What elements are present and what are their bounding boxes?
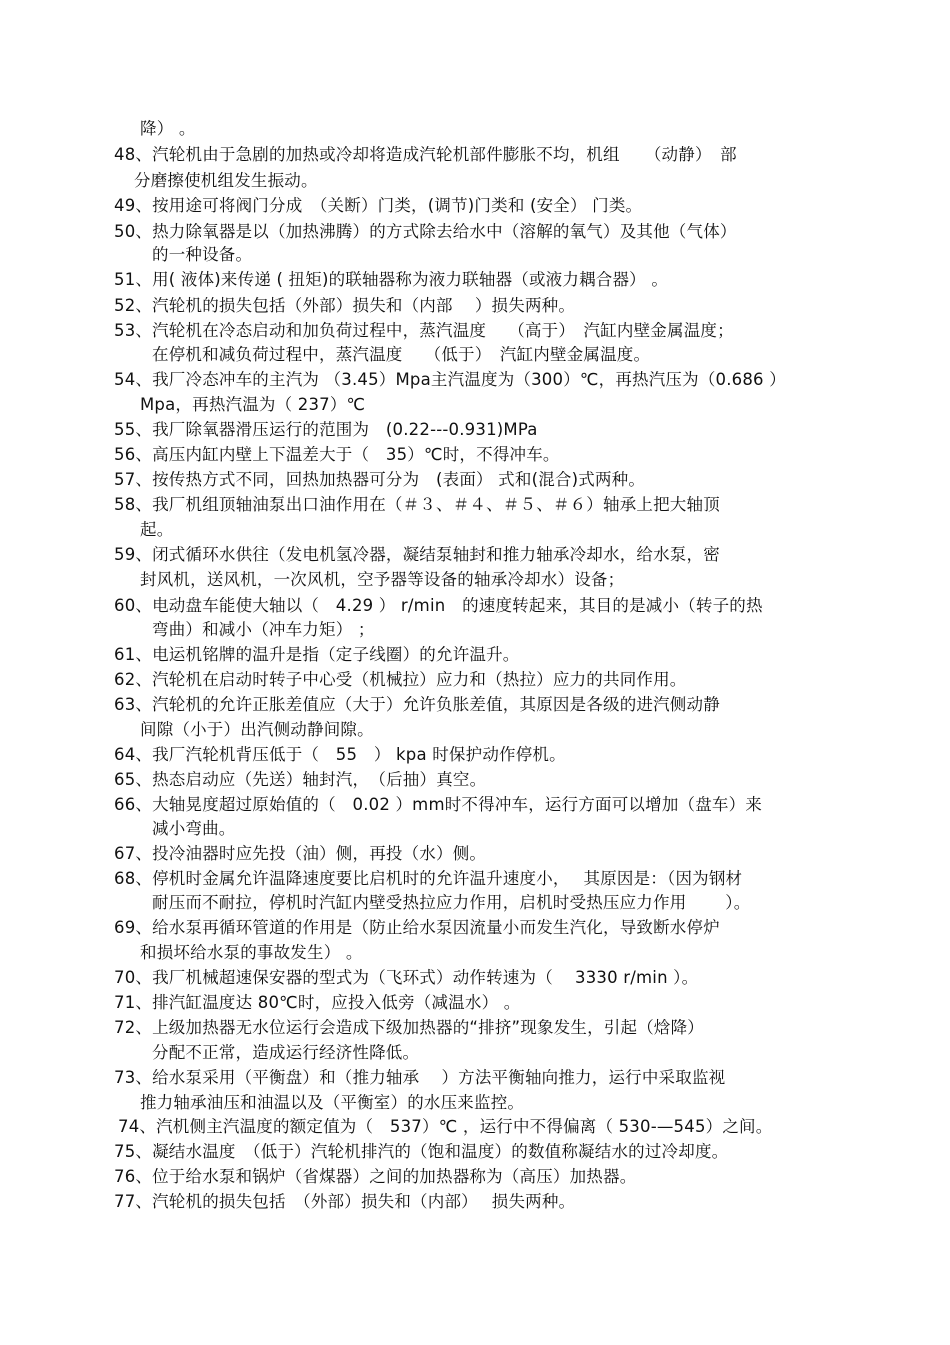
text-line: 54、我厂冷态冲车的主汽为 （3.45）Mpa主汽温度为（300）℃，再热汽压为（0.686 ） <box>114 370 786 389</box>
text-line: 64、我厂汽轮机背压低于（ 55 ） kpa 时保护动作停机。 <box>114 745 566 764</box>
text-line: 50、热力除氧器是以（加热沸腾）的方式除去给水中（溶解的氧气）及其他（气体） <box>114 222 737 241</box>
text-line: 60、电动盘车能使大轴以（ 4.29 ） r/min 的速度转起来，其目的是减小（转子的热 <box>114 596 763 615</box>
text-line: 77、汽轮机的损失包括 （外部）损失和（内部） 损失两种。 <box>114 1192 576 1211</box>
text-line: 和损坏给水泵的事故发生） 。 <box>140 943 363 962</box>
text-line: 59、闭式循环水供往（发电机氢冷器，凝结泵轴封和推力轴承冷却水，给水泵，密 <box>114 545 720 564</box>
text-line: 推力轴承油压和油温以及（平衡室）的水压来监控。 <box>140 1093 525 1112</box>
text-line: 71、排汽缸温度达 80℃时，应投入低旁（减温水） 。 <box>114 993 521 1012</box>
text-line: 53、汽轮机在冷态启动和加负荷过程中，蒸汽温度 （高于） 汽缸内壁金属温度； <box>114 321 734 340</box>
text-line: 75、凝结水温度 （低于）汽轮机排汽的（饱和温度）的数值称凝结水的过冷却度。 <box>114 1142 729 1161</box>
text-line: 58、我厂机组顶轴油泵出口油作用在（＃３、＃４、＃５、＃６）轴承上把大轴顶 <box>114 495 720 514</box>
text-line: 69、给水泵再循环管道的作用是（防止给水泵因流量小而发生汽化，导致断水停炉 <box>114 918 720 937</box>
text-line: 分配不正常，造成运行经济性降低。 <box>152 1043 420 1062</box>
text-line: 70、我厂机械超速保安器的型式为（飞环式）动作转速为（ 3330 r/min ）。 <box>114 968 699 987</box>
text-line: 56、高压内缸内壁上下温差大于（ 35）℃时，不得冲车。 <box>114 445 560 464</box>
text-line: 65、热态启动应（先送）轴封汽， （后抽）真空。 <box>114 770 487 789</box>
text-line: 减小弯曲。 <box>152 819 236 838</box>
text-line: 在停机和减负荷过程中，蒸汽温度 （低于） 汽缸内壁金属温度。 <box>152 345 651 364</box>
text-line: 55、我厂除氧器滑压运行的范围为 (0.22---0.931)MPa <box>114 420 538 439</box>
text-line: 52、汽轮机的损失包括（外部）损失和（内部 ）损失两种。 <box>114 296 576 315</box>
text-line: 66、大轴晃度超过原始值的（ 0.02 ）mm时不得冲车，运行方面可以增加（盘车）来 <box>114 795 763 814</box>
text-line: 62、汽轮机在启动时转子中心受（机械拉）应力和（热拉）应力的共同作用。 <box>114 670 687 689</box>
text-line: 63、汽轮机的允许正胀差值应（大于）允许负胀差值，其原因是各级的进汽侧动静 <box>114 695 720 714</box>
text-line: 76、位于给水泵和锅炉（省煤器）之间的加热器称为（高压）加热器。 <box>114 1167 637 1186</box>
text-line: 68、停机时金属允许温降速度要比启机时的允许温升速度小， 其原因是：（因为钢材 <box>114 869 743 888</box>
text-line: 封风机，送风机，一次风机，空予器等设备的轴承冷却水）设备； <box>140 570 625 589</box>
text-line: 弯曲）和减小（冲车力矩） ； <box>152 620 375 639</box>
text-line: 降） 。 <box>140 119 196 138</box>
text-line: 49、按用途可将阀门分成 （关断）门类，(调节)门类和 (安全） 门类。 <box>114 196 643 215</box>
text-line: 48、汽轮机由于急剧的加热或冷却将造成汽轮机部件膨胀不均，机组 （动静） 部 <box>114 145 737 164</box>
text-line: 起。 <box>140 520 174 539</box>
text-line: 的一种设备。 <box>152 245 253 264</box>
text-line: 57、按传热方式不同，回热加热器可分为 (表面） 式和(混合)式两种。 <box>114 470 646 489</box>
text-line: 74、汽机侧主汽温度的额定值为（ 537）℃ ，运行中不得偏离（ 530-—545）之间。 <box>118 1117 773 1136</box>
text-line: 间隙（小于）出汽侧动静间隙。 <box>140 720 374 739</box>
text-line: 51、用( 液体)来传递 ( 扭矩)的联轴器称为液力联轴器（或液力耦合器） 。 <box>114 270 669 289</box>
text-line: 73、给水泵采用（平衡盘）和（推力轴承 ）方法平衡轴向推力，运行中采取监视 <box>114 1068 726 1087</box>
text-line: 61、电运机铭牌的温升是指（定子线圈）的允许温升。 <box>114 645 520 664</box>
text-line: Mpa，再热汽温为（ 237）℃ <box>140 395 366 414</box>
text-line: 72、上级加热器无水位运行会造成下级加热器的“排挤”现象发生，引起（焓降） <box>114 1018 704 1037</box>
text-line: 67、投冷油器时应先投（油）侧，再投（水）侧。 <box>114 844 487 863</box>
text-line: 耐压而不耐拉，停机时汽缸内壁受热拉应力作用，启机时受热压应力作用 ）。 <box>152 893 751 912</box>
text-line: 分磨擦使机组发生振动。 <box>134 171 318 190</box>
